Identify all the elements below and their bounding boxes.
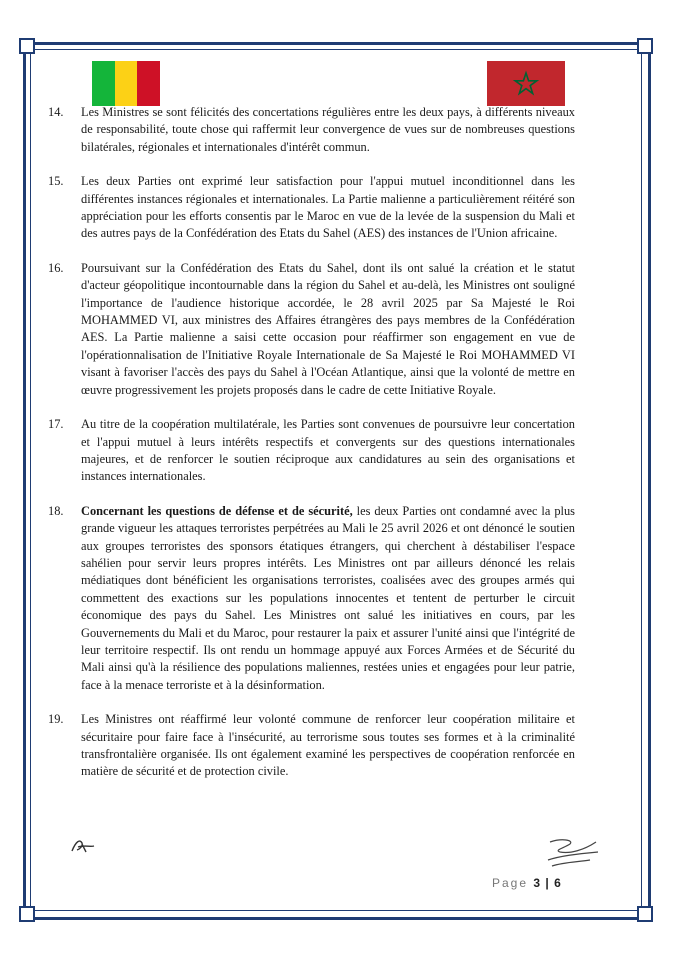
page-footer (492, 876, 561, 890)
paragraph-number: 19. (48, 712, 64, 727)
page-separator: | (545, 876, 549, 890)
paragraph-text (81, 711, 575, 781)
numbered-paragraph (48, 711, 575, 781)
border-corner (637, 906, 653, 922)
paragraph-bold-lead: Concernant les questions de défense et de sécurité, (81, 503, 353, 518)
paragraph-number: 14. (48, 105, 64, 119)
page-current: 3 (533, 876, 541, 890)
paragraph-number: 15. (48, 174, 64, 189)
morocco-star-icon (487, 61, 565, 106)
paragraph-body: les deux Parties ont condamné avec la plus grande vigueur les attaques terroristes perpétrées au Mali le 25 avril 2026 et ont dénoncé le soutien aux groupes terroristes des sponsors étatiques étrangers, qui cherchent à déstabiliser l'espace sahélien pour servir leurs propres intérêts. Les Ministres ont par ailleurs dénoncé les relais médiatiques dont bénéficient les organisations terroristes, coalisées avec des groupes armés qui commettent des exactions sur les populations innocentes et tentent de perturber le circuit économique des pays du Sahel. Les Ministres ont salué les initiatives en cours, par les Gouvernements du Mali et du Maroc, pour restaurer la paix et assurer l'unité ainsi que l'intégrité de leur territoire respectif. Ils ont rendu un hommage appuyé aux Forces Armées et de Sécurité du Mali ainsi qu'à la résilience des populations maliennes, restées unies et engagées pour leur patrie, face à la menace terroriste et à la désinformation. (81, 503, 575, 692)
paragraph-number: 16. (48, 260, 64, 275)
numbered-paragraph (48, 104, 575, 156)
page-total: 6 (554, 876, 561, 890)
numbered-paragraph (48, 173, 575, 243)
numbered-paragraph (48, 260, 575, 399)
page-label: Page (492, 876, 529, 890)
paragraph-number: 17. (48, 417, 64, 432)
border-corner (19, 906, 35, 922)
paragraph-text (81, 260, 575, 399)
signature-mark (540, 832, 604, 870)
paragraph-text (81, 416, 575, 486)
paragraph-body: Au titre de la coopération multilatérale, les Parties sont convenues de poursuivre leur concertation et l'appui mutuel à leurs intérêts respectifs et convergents sur des questions internationales majeures, et de renforcer le soutien réciproque aux candidatures au sein des organisations et instances internationales. (81, 417, 575, 484)
border-corner (637, 38, 653, 54)
paragraph-text (81, 173, 575, 243)
paragraph-text (81, 503, 575, 694)
paragraph-body: Les Ministres ont réaffirmé leur volonté commune de renforcer leur coopération militaire et sécuritaire pour faire face à l'insécurité, au terrorisme sous toutes ses formes et à la criminalité transfrontalière organisée. Ils ont également examiné les perspectives de coopération renforcée en matière de sécurité et de protection civile. (81, 712, 575, 779)
paragraph-text (81, 104, 575, 156)
document-body (48, 104, 575, 798)
paragraph-body: Poursuivant sur la Confédération des Etats du Sahel, dont ils ont salué la création et le statut d'acteur géopolitique incontournable dans la région du Sahel et au-delà, les Ministres ont souligné l'importance de l'audience historique accordée, le 28 avril 2025 par Sa Majesté le Roi MOHAMMED VI, aux ministres des Affaires étrangères des pays membres de la Confédération AES. La Partie malienne a saisi cette occasion pour réaffirmer son engagement en vue de l'opérationnalisation de l'Initiative Royale Internationale de Sa Majesté le Roi MOHAMMED VI visant à favoriser l'accès des pays du Sahel à l'Océan Atlantique, ainsi que la volonté de mettre en œuvre progressivement les projets proposés dans le cadre de cette Initiative Royale. (81, 260, 575, 397)
numbered-paragraph (48, 416, 575, 486)
paragraph-number: 18. (48, 503, 64, 518)
numbered-paragraph (48, 503, 575, 694)
border-corner (19, 38, 35, 54)
paragraph-body: Les deux Parties ont exprimé leur satisfaction pour l'appui mutuel inconditionnel dans les différentes instances régionales et internationales. La Partie malienne a particulièrement réitéré son appréciation pour les efforts consentis par le Maroc en vue de la levée de la suspension du Mali et des autres pays de la Confédération des Etats du Sahel (AES) des instances de l'Union africaine. (81, 174, 575, 241)
paragraph-body: Les Ministres se sont félicités des concertations régulières entre les deux pays, à différents niveaux de responsabilité, toute chose qui raffermit leur convergence de vues sur de nombreuses questions bilatérales, régionales et internationales d'intérêt commun. (81, 105, 575, 154)
mali-flag (92, 61, 160, 106)
morocco-flag (487, 61, 565, 106)
initials-mark (68, 835, 98, 857)
